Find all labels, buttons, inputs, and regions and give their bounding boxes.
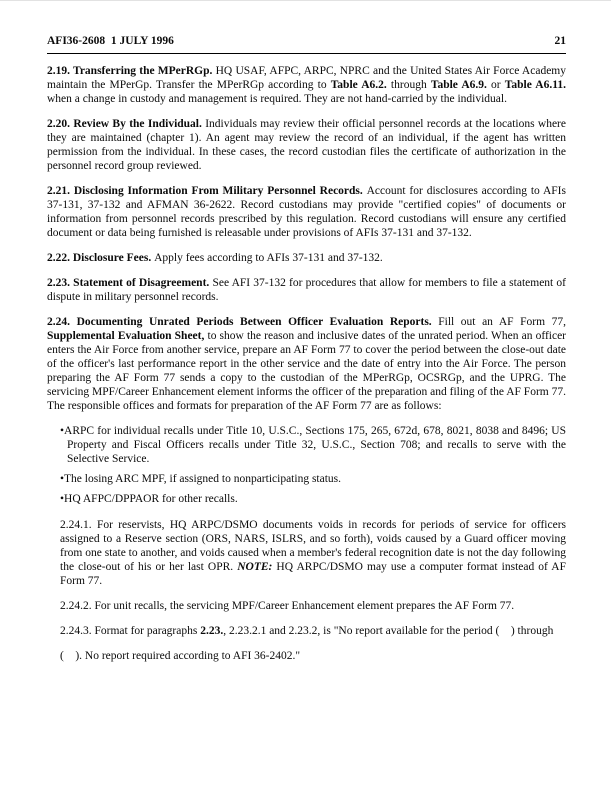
text-segment: HQ USAF, AFPC, ARPC, NPRC and the United States Air Force Academy maintain the MPerGp. Transfer the MPerRGp according to [47,65,566,91]
paragraph-no-report-line [60,649,566,663]
text-segment: through [386,79,431,91]
bullet-hq-afpc-dppaor [60,492,566,506]
text-segment: HQ ARPC/DSMO may use a computer format instead of AF Form 77. [60,561,566,587]
text-segment: 2.22. Disclosure Fees. [47,252,155,264]
text-segment: to show the reason and inclusive dates of the unrated period. When an officer enters the Air Force from another service, prepare an AF Form 77 to cover the period between the close-out date of the officer's last performance report in the other service and the date of entry into the Air Force. The person preparing the AF Form 77 sends a copy to the custodian of the MPerRGp, OCSRGp, and the UPRG. The servicing MPF/Career Enhancement element informs the officer of the preparation and filing of the AF Form 77. The responsible offices and formats for preparation of the AF Form 77 are as follows: [47,330,567,412]
bullet-arpc-recalls [60,424,566,466]
text-segment: 2.24.2. For unit recalls, the servicing MPF/Career Enhancement element prepares the AF Form 77. [60,600,515,612]
text-segment: 2.24.1. For reservists, HQ ARPC/DSMO documents voids in records for periods of service for officers assigned to a Reserve section (ORS, NARS, ISLRS, and so forth), voids caused by a Guard officer moving from one state to another, and voids caused when a member's federal recognition date is not the day following the close-out of his or her last OPR. [60,519,566,573]
text-segment: 2.19. Transferring the MPerRGp. [47,65,216,77]
paragraph-2-23 [47,276,566,304]
text-segment: 2.21. Disclosing Information From Military Personnel Records. [47,185,367,197]
text-segment: Individuals may review their official personnel records at the locations where they are maintained (chapter 1). An agent may review the record of an individual, if the agent has written permission from the individual. In these cases, the record custodian files the certificate of authorization in the personnel record group reviewed. [47,118,566,172]
paragraph-2-19 [47,64,566,106]
text-segment: Supplemental Evaluation Sheet, [47,330,205,342]
paragraph-2-24-2 [60,599,566,613]
text-segment: when a change in custody and management is required. They are not hand-carried by the individual. [47,93,507,105]
paragraph-2-22 [47,251,566,265]
paragraph-2-21 [47,184,566,240]
text-segment: 2.23. Statement of Disagreement. [47,277,213,289]
text-segment: 2.24.3. Format for paragraphs [60,625,201,637]
page-header [47,35,566,48]
text-segment: Table A6.2. [330,79,387,91]
header-rule [47,53,566,54]
document-body [47,64,566,663]
page-number: 21 [554,35,566,47]
text-segment: 2.23. [200,625,224,637]
text-segment: or [486,79,505,91]
text-segment: Account for disclosures according to AFIs 37-131, 37-132 and AFMAN 36-2622. Record custodians may provide "certified copies" of documents or information from personnel records prescribed by this regulation. Record custodians will ensure any certified document or data being furnished is releasable under provisions of AFIs 37-131 and 37-132. [47,185,566,239]
text-segment: 2.24. Documenting Unrated Periods Between Officer Evaluation Reports. [47,316,439,328]
text-segment: Apply fees according to AFIs 37-131 and 37-132. [154,252,383,264]
text-segment: •ARPC for individual recalls under Title 10, U.S.C., Sections 175, 265, 672d, 678, 8021, 8038 and 8496; US Property and Fiscal Officers recalls under Title 32, U.S.C., Section 708; and recalls to serve with the Selective Service. [60,425,566,465]
text-segment: •HQ AFPC/DPPAOR for other recalls. [60,493,238,505]
paragraph-2-20 [47,117,566,173]
text-segment: NOTE: [237,561,273,573]
text-segment: •The losing ARC MPF, if assigned to nonparticipating status. [60,473,342,485]
paragraph-2-24 [47,315,566,413]
bullet-losing-arc-mpf [60,472,566,486]
text-segment: 2.20. Review By the Individual. [47,118,206,130]
text-segment: Table A6.11. [504,79,566,91]
text-segment: Fill out an AF Form 77, [438,316,566,328]
document-id-and-date: AFI36-2608 1 JULY 1996 [47,35,174,47]
text-segment: Table A6.9. [430,79,487,91]
paragraph-2-24-1 [60,518,566,588]
paragraph-2-24-3 [60,624,566,638]
text-segment: See AFI 37-132 for procedures that allow for members to file a statement of dispute in military personnel records. [47,277,566,303]
text-segment: , 2.23.2.1 and 2.23.2, is "No report available for the period ( ) through [223,625,554,637]
text-segment: ( ). No report required according to AFI 36-2402." [60,650,301,662]
